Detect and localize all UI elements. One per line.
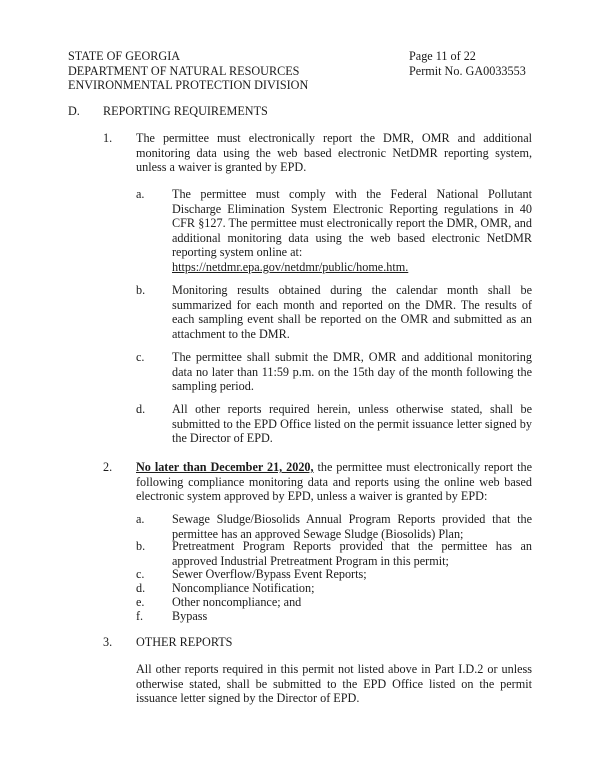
item-1-number: 1.	[103, 131, 113, 145]
item-1d-text: All other reports required herein, unless otherwise stated, shall be submitted to the EPD Office listed on the permit issuance letter signed by the Director of EPD.	[172, 402, 532, 446]
agency-header	[68, 49, 388, 93]
page-number: Page 11 of 22	[409, 49, 476, 63]
item-2f-letter: f.	[136, 609, 144, 623]
item-1c-text: The permittee shall submit the DMR, OMR and additional monitoring data no later than 11:59 p.m. on the 15th day of the month following the sampling period.	[172, 350, 532, 394]
item-2-number: 2.	[103, 460, 113, 474]
section-letter: D.	[68, 104, 80, 118]
item-3-title: OTHER REPORTS	[136, 635, 233, 649]
item-2a-letter: a.	[136, 512, 145, 526]
item-1d-letter: d.	[136, 402, 146, 416]
item-1b-text: Monitoring results obtained during the calendar month shall be summarized for each month and reported on the DMR. The results of each sampling event shall be reported on the OMR and submitted as an attachment to the DMR.	[172, 283, 532, 341]
netdmr-link[interactable]: https://netdmr.epa.gov/netdmr/public/home.htm.	[172, 259, 409, 274]
page-info	[409, 49, 589, 78]
item-2e-letter: e.	[136, 595, 145, 609]
item-1-text: The permittee must electronically report the DMR, OMR and additional monitoring data using the web based electronic NetDMR reporting system, unless a waiver is granted by EPD.	[136, 131, 532, 175]
item-2b-letter: b.	[136, 539, 146, 553]
item-3-text: All other reports required in this permit not listed above in Part I.D.2 or unless otherwise stated, shall be submitted to the EPD Office listed on the permit issuance letter signed by the Director of EPD.	[136, 662, 532, 706]
item-3-number: 3.	[103, 635, 113, 649]
item-1a-text: The permittee must comply with the Federal National Pollutant Discharge Elimination System Electronic Reporting regulations in 40 CFR §127. The permittee must electronically report the DMR, OMR, and additional monitoring data using the web based electronic NetDMR reporting system online at:	[172, 187, 532, 260]
item-2d-text: Noncompliance Notification;	[172, 581, 315, 595]
item-1c-letter: c.	[136, 350, 145, 364]
agency-division: ENVIRONMENTAL PROTECTION DIVISION	[68, 78, 309, 93]
agency-state: STATE OF GEORGIA	[68, 49, 181, 63]
agency-department: DEPARTMENT OF NATURAL RESOURCES	[68, 63, 300, 78]
item-2d-letter: d.	[136, 581, 146, 595]
item-1b-letter: b.	[136, 283, 146, 297]
item-2-deadline: No later than December 21, 2020,	[136, 460, 314, 474]
item-2-text: the permittee must electronically report the following compliance monitoring data and reports using the online web based electronic system approved by EPD, unless a waiver is granted by EPD:	[136, 460, 532, 504]
permit-number: Permit No. GA0033553	[409, 63, 526, 78]
item-2c-text: Sewer Overflow/Bypass Event Reports;	[172, 567, 367, 581]
item-1a	[172, 187, 532, 275]
item-2a-text: Sewage Sludge/Biosolids Annual Program Reports provided that the permittee has an approved Sewage Sludge (Biosolids) Plan;	[172, 512, 532, 541]
item-2f-text: Bypass	[172, 609, 208, 623]
item-2	[136, 460, 532, 504]
item-2e-text: Other noncompliance; and	[172, 595, 302, 609]
item-1a-letter: a.	[136, 187, 145, 201]
item-2b-text: Pretreatment Program Reports provided that the permittee has an approved Industrial Pretreatment Program in this permit;	[172, 539, 532, 568]
section-title: REPORTING REQUIREMENTS	[103, 104, 268, 118]
item-2c-letter: c.	[136, 567, 145, 581]
